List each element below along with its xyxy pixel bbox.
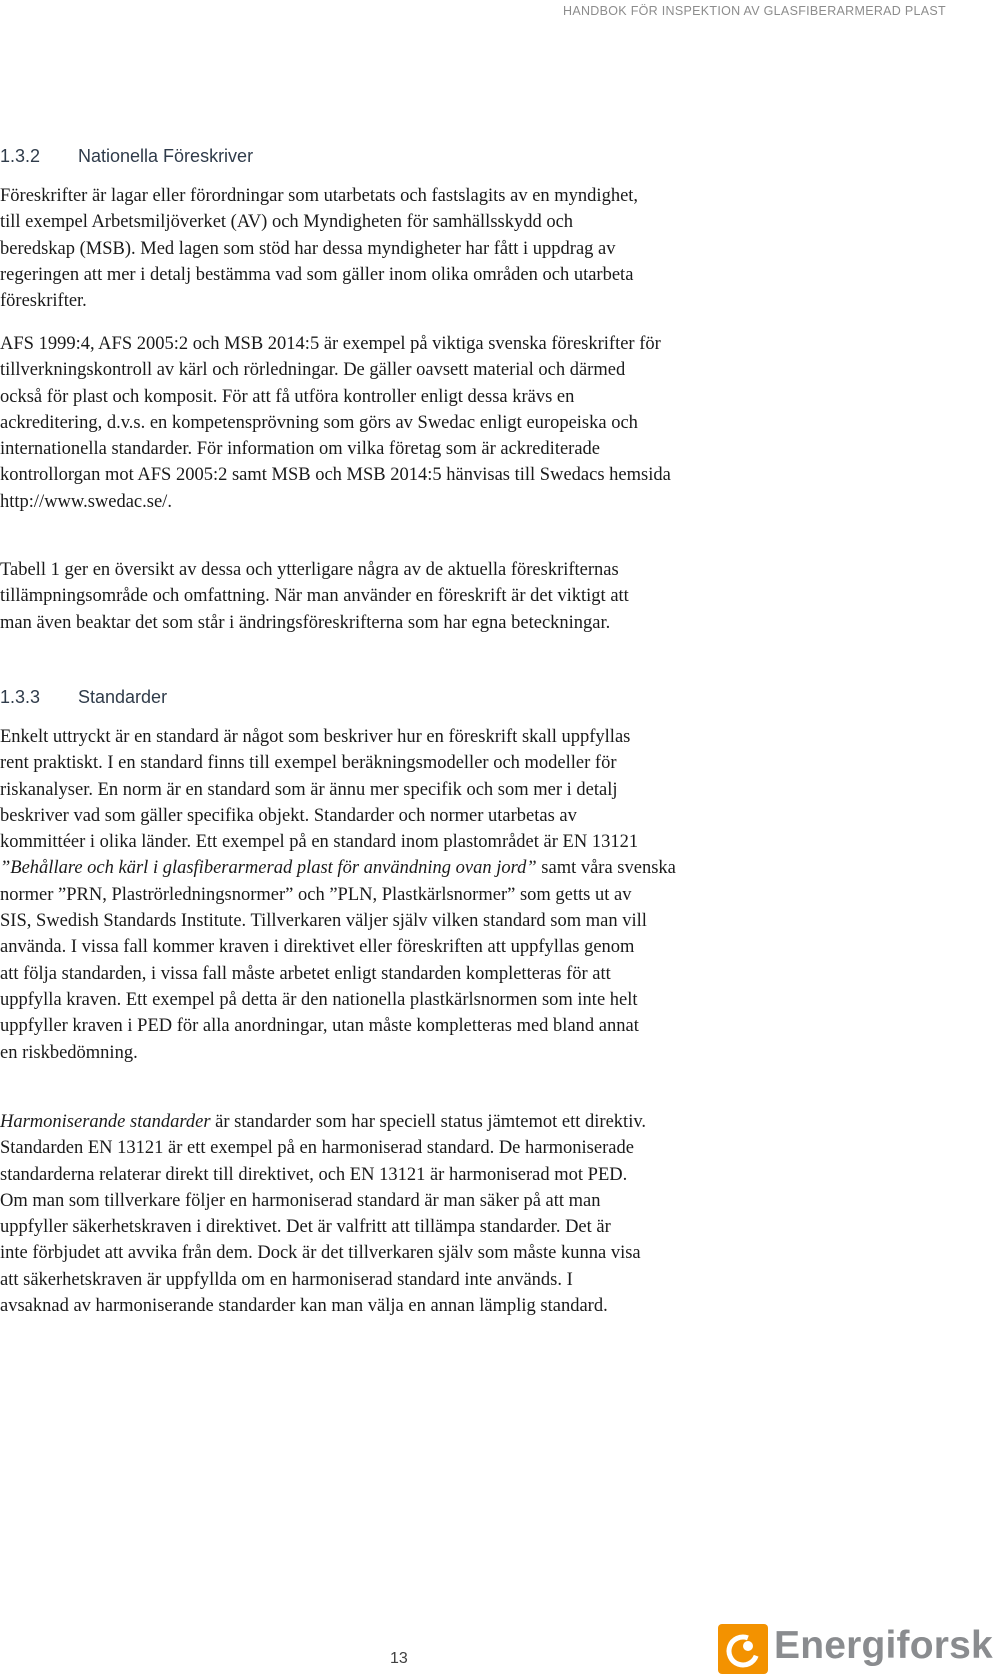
text-line: uppfylla kraven. Ett exempel på detta är den nationella plastkärlsnormen som inte helt: [0, 989, 638, 1010]
text-line: inte förbjudet att avvika från dem. Dock är det tillverkaren själv som måste kunna visa: [0, 1243, 641, 1264]
section-heading-1-3-2: [0, 146, 253, 167]
text-line: Standarden EN 13121 är ett exempel på en harmoniserad standard. De harmoniserade: [0, 1138, 634, 1159]
text-line: regeringen att mer i detalj bestämma vad som gäller inom olika områden och utarbeta: [0, 264, 634, 285]
text-line: tillämpningsområde och omfattning. När man använder en föreskrift är det viktigt att: [0, 586, 629, 607]
logo-text: Energiforsk: [774, 1624, 993, 1667]
section-number: 1.3.3: [0, 687, 41, 707]
text-line: en riskbedömning.: [0, 1042, 138, 1063]
text-span: samt våra svenska: [536, 858, 676, 879]
text-line: [0, 855, 810, 881]
text-line: normer ”PRN, Plaströrledningsnormer” och ”PLN, Plastkärlsnormer” som getts ut av: [0, 884, 632, 905]
paragraph-standard: [0, 724, 810, 1066]
section-heading-1-3-3: [0, 687, 167, 708]
section-title: Standarder: [78, 687, 168, 707]
paragraph-tabell: [0, 557, 810, 636]
text-line: AFS 1999:4, AFS 2005:2 och MSB 2014:5 är exempel på viktiga svenska föreskrifter för: [0, 334, 661, 354]
text-line: också för plast och komposit. För att få utföra kontroller enligt dessa krävs en: [0, 386, 575, 407]
paragraph-afs: [0, 331, 810, 515]
text-line: [0, 1109, 810, 1135]
text-line: beredskap (MSB). Med lagen som stöd har dessa myndigheter har fått i uppdrag av: [0, 238, 616, 259]
text-line: uppfyller säkerhetskraven i direktivet. Det är valfritt att tillämpa standarder. Det är: [0, 1217, 611, 1238]
text-line: att säkerhetskraven är uppfyllda om en harmoniserad standard inte används. I: [0, 1269, 573, 1290]
text-line: SIS, Swedish Standards Institute. Tillverkaren väljer själv vilken standard som man vill: [0, 911, 647, 932]
section-title: Nationella Föreskriver: [78, 146, 254, 166]
text-line: Enkelt uttryckt är en standard är något som beskriver hur en föreskrift skall uppfyllas: [0, 727, 631, 747]
text-line: Tabell 1 ger en översikt av dessa och ytterligare några av de aktuella föreskrifternas: [0, 560, 619, 580]
text-line: riskanalyser. En norm är en standard som är ännu mer specifik och som mer i detalj: [0, 779, 618, 800]
text-line: avsaknad av harmoniserande standarder kan man välja en annan lämplig standard.: [0, 1296, 608, 1317]
swedac-link[interactable]: http://www.swedac.se/.: [0, 491, 172, 512]
paragraph-foreskrifter: [0, 183, 810, 314]
paragraph-harmoniserade: [0, 1109, 810, 1319]
term-italic: Harmoniserande standarder: [0, 1112, 211, 1132]
text-line: beskriver vad som gäller specifika objekt. Standarder och normer utarbetas av: [0, 805, 577, 826]
text-line: till exempel Arbetsmiljöverket (AV) och Myndigheten för samhällsskydd och: [0, 212, 574, 233]
text-line: tillverkningskontroll av kärl och rörledningar. De gäller oavsett material och därmed: [0, 360, 626, 381]
text-line: kontrollorgan mot AFS 2005:2 samt MSB och MSB 2014:5 hänvisas till Swedacs hemsida: [0, 465, 671, 486]
energiforsk-logo-mark-icon: [718, 1624, 768, 1674]
text-line: internationella standarder. För information om vilka företag som är ackrediterade: [0, 439, 601, 460]
page-number: 13: [390, 1650, 408, 1667]
text-span: är standarder som har speciell status jämtemot ett direktiv.: [210, 1112, 647, 1132]
energiforsk-logo: [718, 1620, 993, 1675]
text-line: uppfyller kraven i PED för alla anordningar, utan måste kompletteras med bland annat: [0, 1016, 639, 1037]
text-line: att följa standarden, i vissa fall måste arbetet enligt standarden kompletteras för att: [0, 963, 611, 984]
text-line: rent praktiskt. I en standard finns till exempel beräkningsmodeller och modeller för: [0, 753, 617, 774]
text-line: ackreditering, d.v.s. en kompetensprövning som görs av Swedac enligt europeiska och: [0, 412, 638, 433]
text-line: använda. I vissa fall kommer kraven i direktivet eller föreskriften att uppfyllas genom: [0, 937, 635, 958]
text-line: standarderna relaterar direkt till direktivet, och EN 13121 är harmoniserad mot PED.: [0, 1164, 628, 1185]
running-header: HANDBOK FÖR INSPEKTION AV GLASFIBERARMERAD PLAST: [563, 4, 946, 18]
text-line: Föreskrifter är lagar eller förordningar som utarbetats och fastslagits av en myndighet,: [0, 186, 639, 206]
standard-title-italic: ”Behållare och kärl i glasfiberarmerad plast för användning ovan jord”: [0, 858, 537, 879]
text-line: kommittéer i olika länder. Ett exempel på en standard inom plastområdet är EN 13121: [0, 832, 639, 853]
text-line: Om man som tillverkare följer en harmoniserad standard är man säker på att man: [0, 1190, 601, 1211]
section-number: 1.3.2: [0, 146, 41, 166]
text-line: föreskrifter.: [0, 291, 87, 312]
text-line: man även beaktar det som står i ändringsföreskrifterna som har egna beteckningar.: [0, 612, 611, 633]
